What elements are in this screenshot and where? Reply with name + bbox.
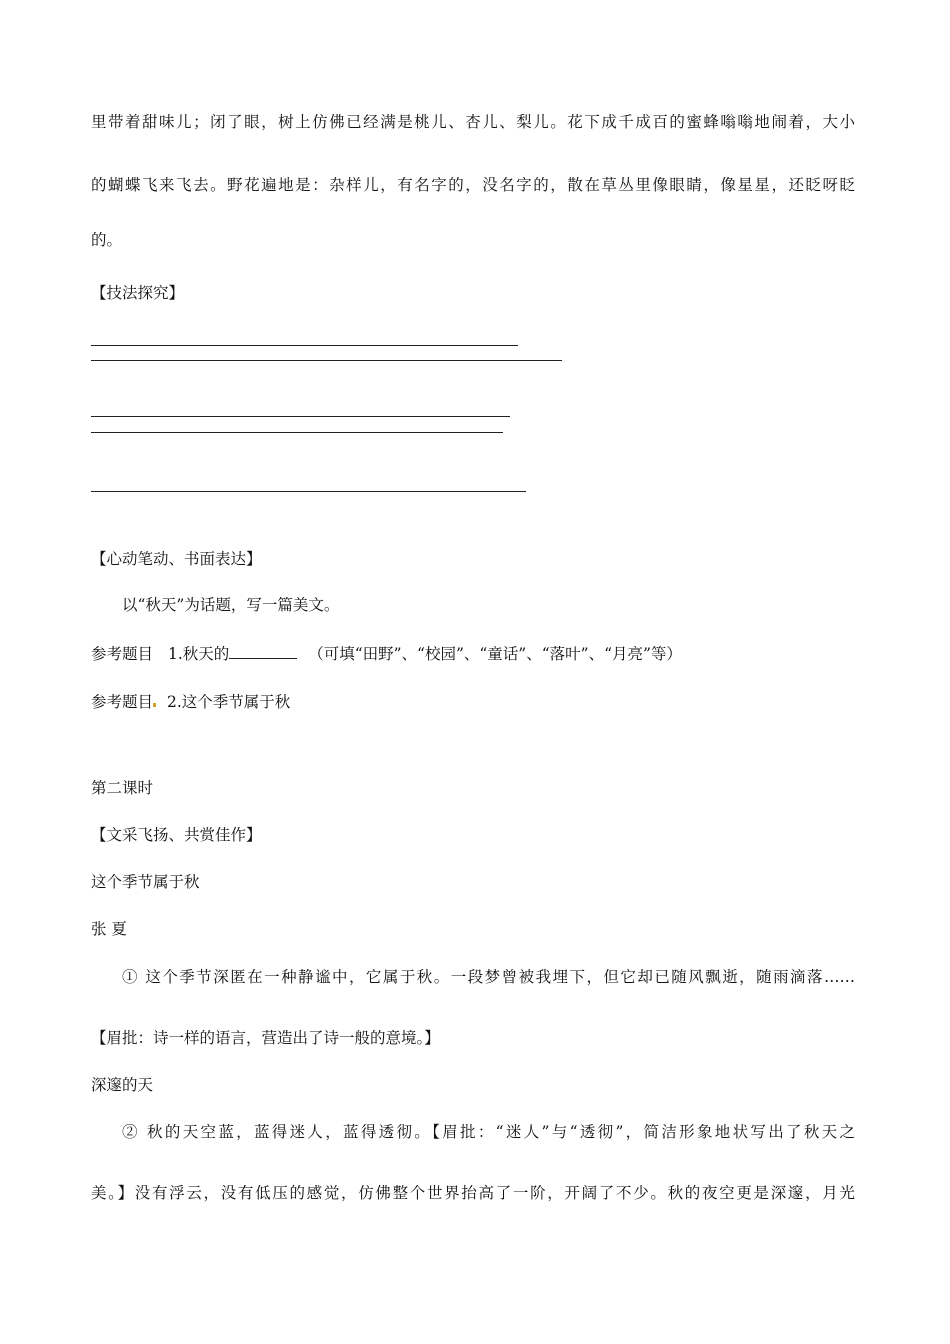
lesson-label: 第二课时	[91, 779, 154, 797]
ref2-text: 2.这个季节属于秋	[166, 693, 291, 711]
body-text-line: 的。	[91, 231, 123, 249]
reference-topic-2	[91, 692, 290, 712]
essay-author: 张 夏	[91, 920, 127, 938]
essay-paragraph-2: ② 秋的天空蓝，蓝得迷人，蓝得透彻。【眉批：“迷人”与“透彻”，简洁形象地状写出了秋天之	[122, 1123, 855, 1141]
body-text-line: 的蝴蝶飞来飞去。野花遍地是：杂样儿，有名字的，没名字的，散在草丛里像眼睛，像星星，还眨呀眨	[91, 176, 855, 194]
essay-subtitle: 深邃的天	[91, 1076, 154, 1094]
ref1-label: 参考题目	[91, 645, 154, 663]
essay-paragraph-1: ① 这个季节深匿在一种静谧中，它属于秋。一段梦曾被我埋下，但它却已随风飘逝，随雨滴落……	[122, 968, 855, 986]
margin-comment: 【眉批：诗一样的语言，营造出了诗一般的意境。】	[91, 1029, 440, 1047]
section-heading-appreciation: 【文采飞扬、共赏佳作】	[91, 826, 262, 844]
writing-prompt: 以“秋天”为话题，写一篇美文。	[122, 596, 340, 614]
body-text-line: 里带着甜味儿；闭了眼，树上仿佛已经满是桃儿、杏儿、梨儿。花下成千成百的蜜蜂嗡嗡地闹着，大小	[91, 113, 855, 131]
marker-dot	[153, 703, 156, 707]
essay-title: 这个季节属于秋	[91, 873, 200, 891]
reference-topic-1	[91, 644, 682, 664]
answer-line	[91, 360, 562, 361]
ref1-note: （可填“田野”、“校园”、“童话”、“落叶”、“月亮”等）	[308, 645, 682, 663]
section-heading-technique: 【技法探究】	[91, 284, 185, 302]
answer-line	[91, 491, 526, 492]
answer-line	[91, 345, 518, 346]
answer-line	[91, 432, 503, 433]
answer-line	[91, 416, 510, 417]
section-heading-writing: 【心动笔动、书面表达】	[91, 550, 262, 568]
ref1-text: 1.秋天的	[167, 645, 230, 663]
ref2-label: 参考题目	[91, 693, 154, 711]
essay-paragraph-2-cont: 美。】没有浮云，没有低压的感觉，仿佛整个世界抬高了一阶，开阔了不少。秋的夜空更是深邃，月光	[91, 1184, 855, 1202]
fill-blank	[229, 644, 297, 659]
